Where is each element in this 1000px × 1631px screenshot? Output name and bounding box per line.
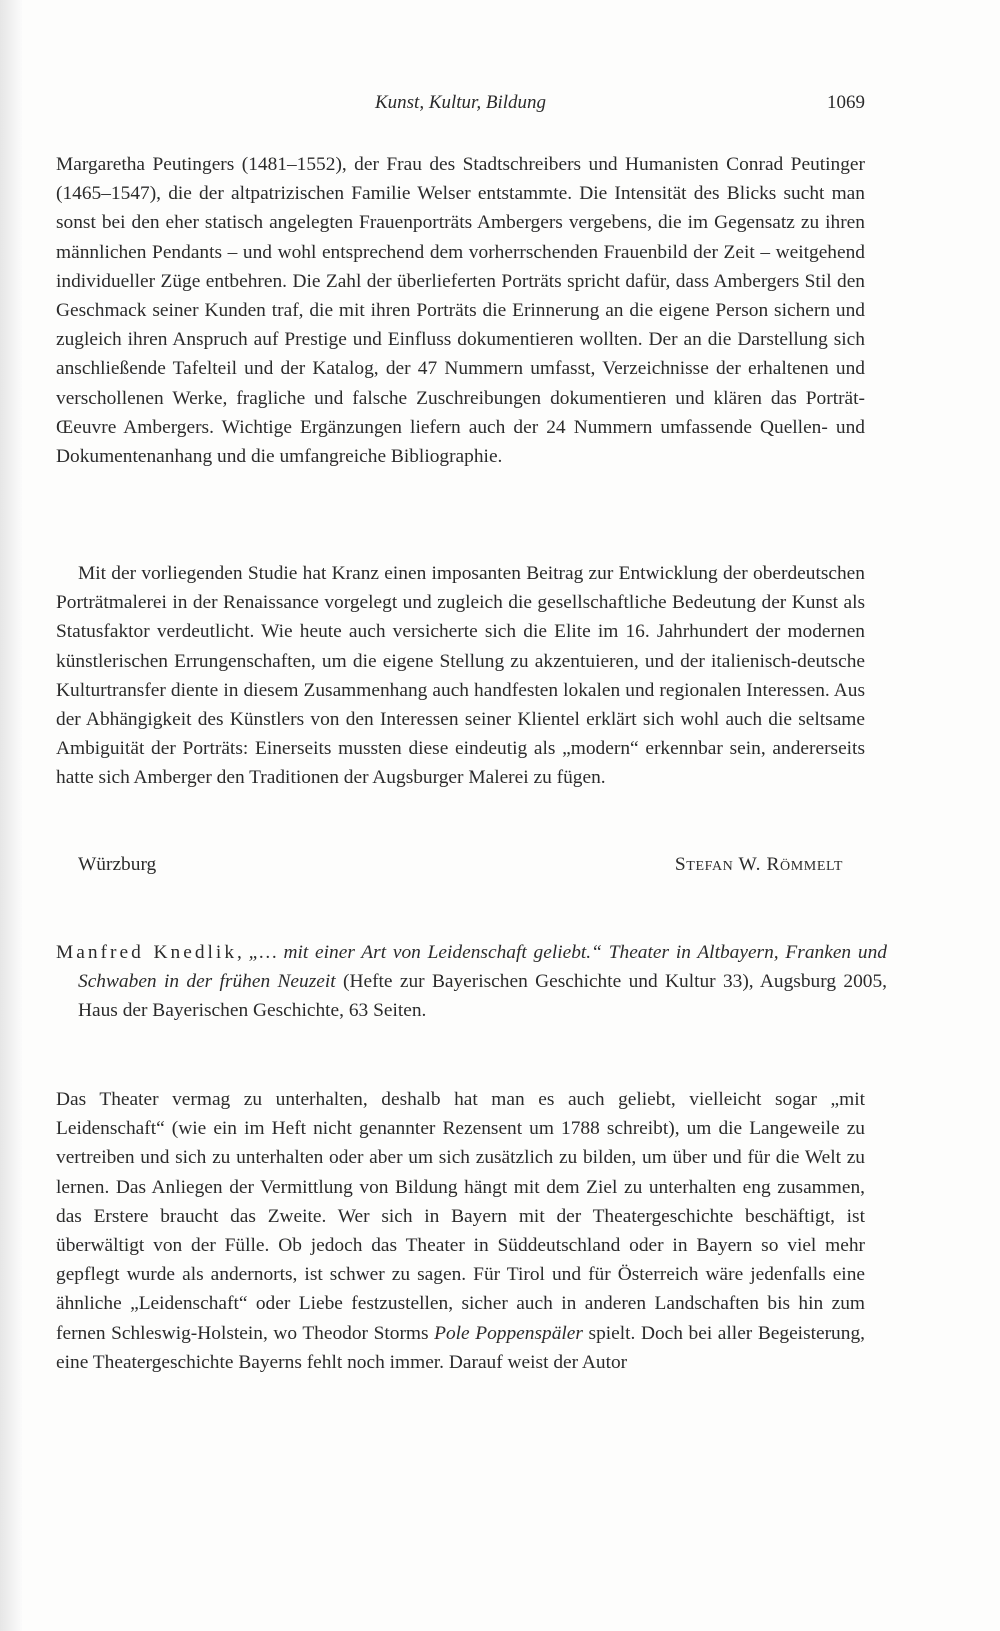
citation-details: (Hefte zur Bayerischen Geschichte und Kultur 33), Augsburg 2005, Haus der Bayerischen Geschichte, 63 Seiten. bbox=[78, 971, 888, 1022]
review-signoff bbox=[56, 850, 865, 880]
section-title: Kunst, Kultur, Bildung bbox=[374, 92, 547, 113]
paragraph-text bbox=[56, 1085, 865, 1377]
paragraph-text: Margaretha Peutingers (1481–1552), der Frau des Stadtschreibers und Humanisten Conrad Peutinger (1465–1547), die der altpatrizischen Familie Welser entstammte. Die Intensität des Blicks sucht man sonst bei den eher statisch angelegten Frauenporträts Ambergers vergebens, die im Gegensatz zu ihren männlichen Pendants – und wohl entsprechend dem vorherrschenden Frauenbild der Zeit – weitgehend individueller Züge entbehren. Die Zahl der überlieferten Porträts spricht dafür, dass Ambergers Stil den Geschmack seiner Kunden traf, die mit ihren Porträts die Erinnerung an die eigene Person sichern und zugleich ihren Anspruch auf Prestige und Einfluss dokumentieren wollten. Der an die Darstellung sich anschließende Tafelteil und der Katalog, der 47 Nummern umfasst, Verzeichnisse der erhaltenen und verschollenen Werke, fragliche und falsche Zuschreibungen dokumentieren und klären das Porträt-Œeuvre Ambergers. Wichtige Ergänzungen liefern auch der 24 Nummern umfassende Quellen- und Dokumentenanhang und die umfangreiche Bibliographie. bbox=[56, 154, 865, 468]
citation-title: „… mit einer Art von Leidenschaft geliebt.“ Theater in Altbayern, Franken und Schwaben in der frühen Neuzeit bbox=[78, 942, 887, 993]
paragraph-text-end: spielt. Doch bei aller Begeisterung, eine Theatergeschichte Bayerns fehlt noch immer. Darauf weist der Autor bbox=[56, 1322, 865, 1373]
scan-shadow bbox=[0, 0, 22, 1631]
paragraph-text: Mit der vorliegenden Studie hat Kranz einen imposanten Beitrag zur Entwicklung der oberdeutschen Porträtmalerei in der Renaissance vorgelegt und zugleich die gesellschaftliche Bedeutung der Kunst als Statusfaktor verdeutlicht. Wie heute auch versicherte sich die Elite im 16. Jahrhundert der modernen künstlerischen Errungenschaften, um die eigene Stellung zu akzentuieren, und der italienisch-deutsche Kulturtransfer diente in diesem Zusammenhang auch handfesten lokalen und regionalen Interessen. Aus der Abhängigkeit des Künstlers von den Interessen seiner Klientel erklärt sich wohl auch die seltsame Ambiguität der Porträts: Einerseits mussten diese eindeutig als „modern“ erkennbar sein, andererseits hatte sich Amberger den Traditionen der Augsburger Malerei zu fügen. bbox=[56, 563, 865, 789]
review1-paragraph-2 bbox=[56, 559, 865, 793]
bibliographic-citation bbox=[56, 938, 887, 1026]
work-title: Pole Poppenspäler bbox=[434, 1322, 583, 1344]
paragraph-text-start: Das Theater vermag zu unterhalten, deshalb hat man es auch geliebt, vielleicht sogar „mit Leidenschaft“ (wie ein im Heft nicht genannter Rezensent um 1788 schreibt), um die Langeweile zu vertreiben und sich zu unterhalten oder aber um sich zusätzlich zu bilden, um über und für die Welt zu lernen. Das Anliegen der Vermittlung von Bildung hängt mit dem Ziel zu unterhalten eng zusammen, das Erstere braucht das Zweite. Wer sich in Bayern mit der Theatergeschichte beschäftigt, ist überwältigt von der Fülle. Ob jedoch das Theater in Süddeutschland oder in Bayern so viel mehr gepflegt wurde als andernorts, ist schwer zu sagen. Für Tirol und für Österreich wäre jedenfalls eine ähnliche „Leidenschaft“ oder Liebe festzustellen, sicher auch in anderen Landschaften bis hin zum fernen Schleswig-Holstein, wo Theodor Storms bbox=[56, 1089, 865, 1344]
review1-paragraph-1 bbox=[56, 150, 865, 471]
signoff-place: Würzburg bbox=[78, 854, 157, 875]
citation-author: Manfred Knedlik bbox=[56, 942, 238, 963]
citation-separator: , bbox=[237, 942, 249, 963]
review2-paragraph-1 bbox=[56, 1085, 865, 1377]
page-number: 1069 bbox=[827, 92, 865, 113]
signoff-author: Stefan W. Römmelt bbox=[674, 854, 843, 875]
running-head bbox=[56, 88, 865, 118]
